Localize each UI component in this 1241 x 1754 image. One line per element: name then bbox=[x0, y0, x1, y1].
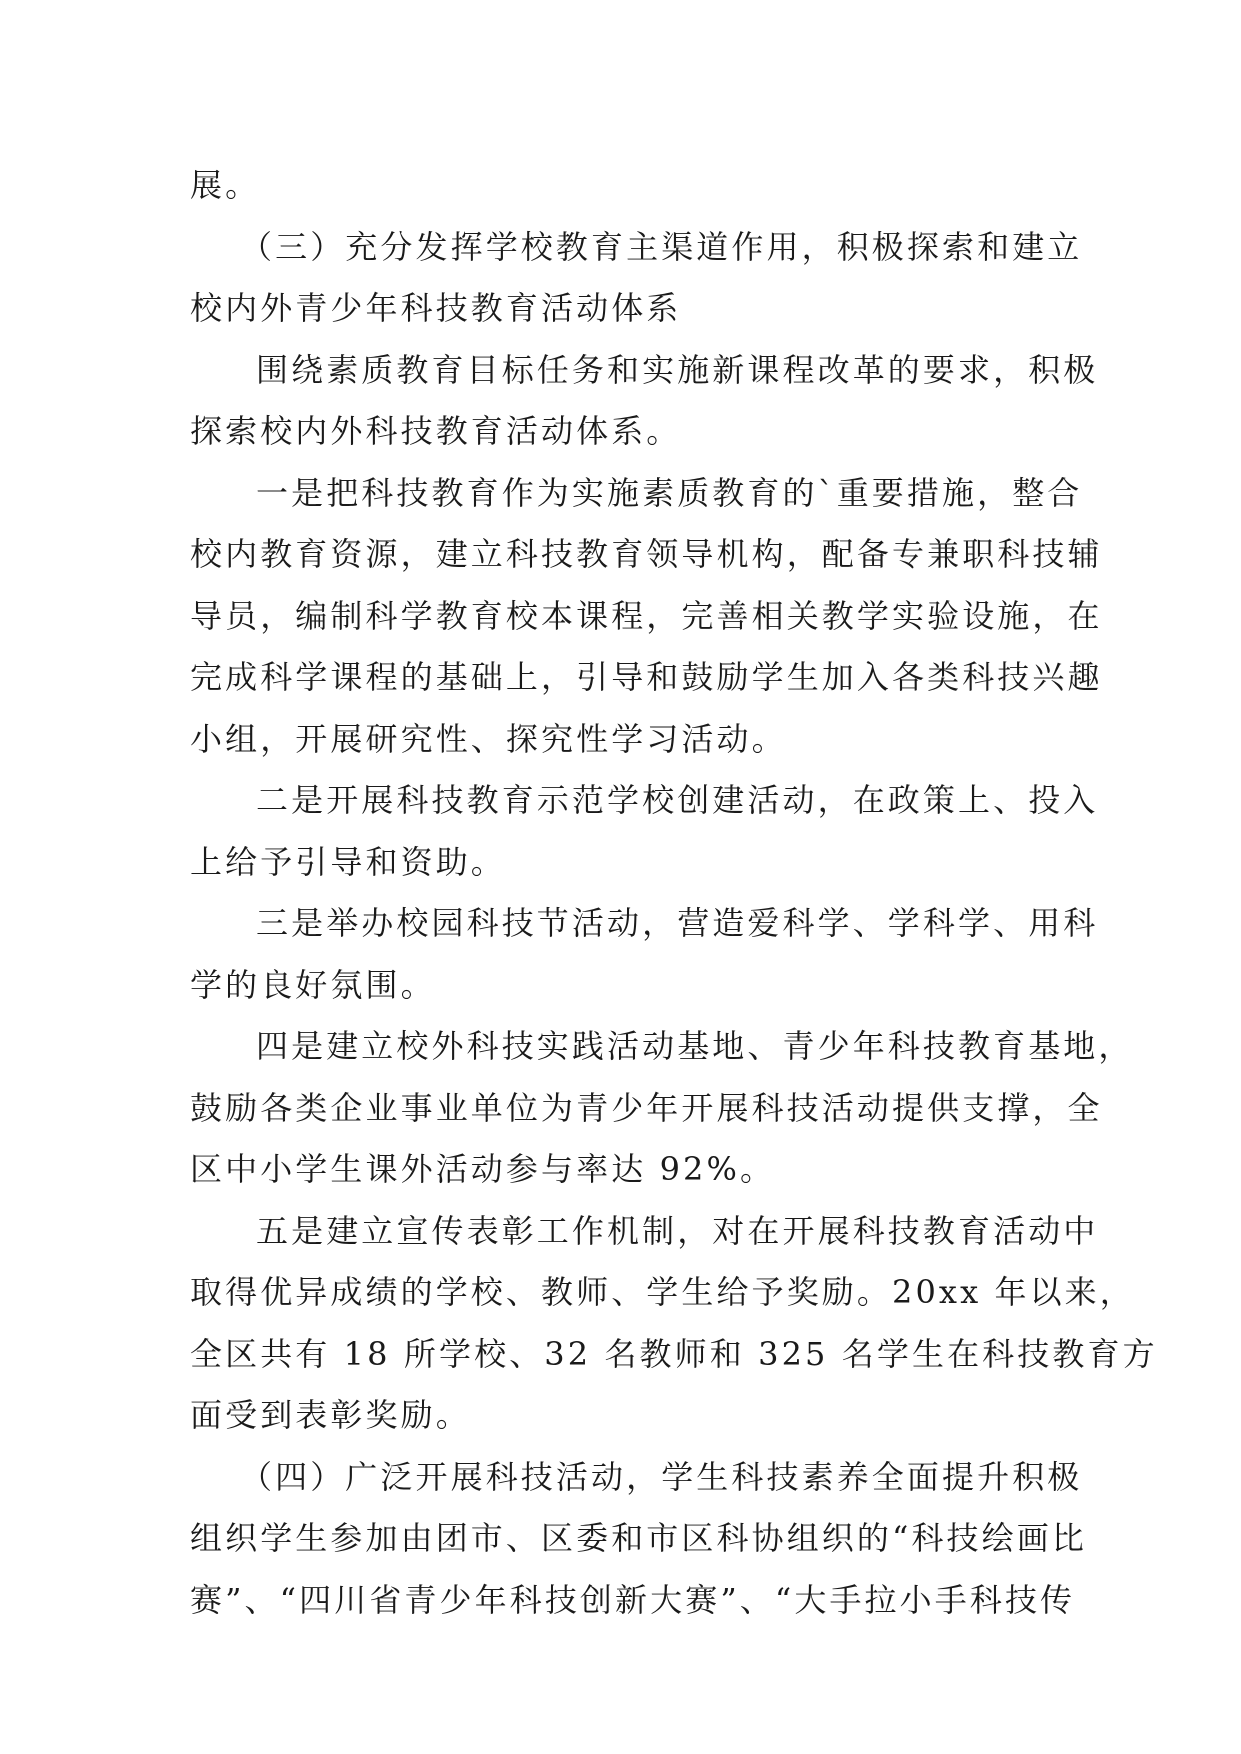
text-line: 面受到表彰奖励。 bbox=[190, 1396, 471, 1434]
text-line: 学的良好氛围。 bbox=[190, 965, 436, 1004]
text-line: 区中小学生课外活动参与率达 92%。 bbox=[190, 1150, 776, 1188]
text-line: 围绕素质教育目标任务和实施新课程改革的要求，积极 bbox=[256, 350, 1099, 389]
text-line: 鼓励各类企业事业单位为青少年开展科技活动提供支撑，全 bbox=[190, 1088, 1103, 1127]
text-line: 探索校内外科技教育活动体系。 bbox=[190, 412, 682, 450]
paragraph-item-one bbox=[190, 463, 1103, 771]
text-line: （四）广泛开展科技活动，学生科技素养全面提升积极 bbox=[240, 1457, 1083, 1496]
text-line: 校内教育资源，建立科技教育领导机构，配备专兼职科技辅 bbox=[190, 535, 1103, 573]
text-line: 五是建立宣传表彰工作机制，对在开展科技教育活动中 bbox=[256, 1211, 1099, 1250]
text-line: 导员，编制科学教育校本课程，完善相关教学实验设施，在 bbox=[190, 596, 1103, 635]
text-line: 取得优异成绩的学校、教师、学生给予奖励。20xx 年以来， bbox=[190, 1273, 1135, 1311]
paragraph-item-five bbox=[190, 1201, 1158, 1447]
text-line: 完成科学课程的基础上，引导和鼓励学生加入各类科技兴趣 bbox=[190, 658, 1103, 696]
body-text bbox=[190, 155, 1158, 1631]
paragraph-continuation bbox=[190, 155, 1056, 217]
text-line: 校内外青少年科技教育活动体系 bbox=[190, 289, 682, 327]
text-line: 赛”、“四川省青少年科技创新大赛”、“大手拉小手科技传 bbox=[190, 1580, 1076, 1619]
text-line: 四是建立校外科技实践活动基地、青少年科技教育基地， bbox=[256, 1027, 1134, 1065]
text-line: 全区共有 18 所学校、32 名教师和 325 名学生在科技教育方 bbox=[190, 1334, 1158, 1373]
paragraph-item-three bbox=[190, 893, 1099, 1016]
paragraph-item-four bbox=[190, 1016, 1134, 1201]
text-line: 三是举办校园科技节活动，营造爱科学、学科学、用科 bbox=[256, 904, 1099, 942]
text-line: 组织学生参加由团市、区委和市区科协组织的“科技绘画比 bbox=[190, 1519, 1087, 1557]
section-heading-four bbox=[190, 1447, 1087, 1632]
section-heading-three bbox=[190, 217, 1083, 340]
text-line: 小组，开展研究性、探究性学习活动。 bbox=[190, 719, 787, 758]
text-line: （三）充分发挥学校教育主渠道作用，积极探索和建立 bbox=[240, 227, 1083, 266]
text-line: 展。 bbox=[190, 166, 261, 204]
text-line: 一是把科技教育作为实施素质教育的`重要措施，整合 bbox=[256, 473, 1083, 512]
text-line: 上给予引导和资助。 bbox=[190, 842, 506, 881]
text-line: 二是开展科技教育示范学校创建活动，在政策上、投入 bbox=[256, 781, 1099, 819]
paragraph-item-two bbox=[190, 770, 1099, 893]
paragraph-intro bbox=[190, 340, 1099, 463]
